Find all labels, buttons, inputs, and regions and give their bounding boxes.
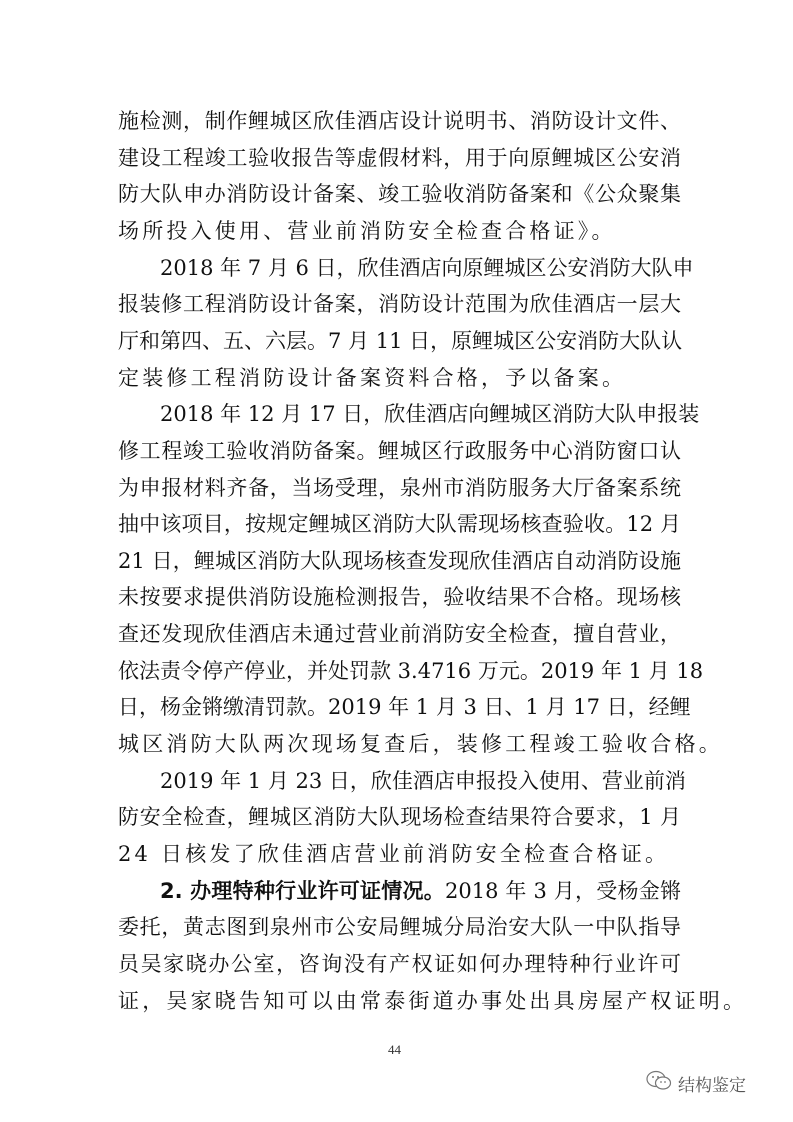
text-line: 2018 年 12 月 17 日，欣佳酒店向鲤城区消防大队申报装: [160, 402, 700, 427]
text-line: 施检测，制作鲤城区欣佳酒店设计说明书、消防设计文件、: [118, 109, 681, 133]
text-line: 依法责令停产停业，并处罚款 3.4716 万元。2019 年 1 月 18: [118, 658, 704, 683]
text-line: 防安全检查，鲤城区消防大队现场检查结果符合要求，1 月: [118, 805, 681, 830]
text-line: 日，杨金锵缴清罚款。2019 年 1 月 3 日、1 月 17 日，经鲤: [118, 695, 691, 720]
text-line: 厅和第四、五、六层。7 月 11 日，原鲤城区公安消防大队认: [118, 328, 683, 353]
text-line: 证，吴家晓告知可以由常泰街道办事处出具房屋产权证明。: [118, 988, 748, 1013]
text-line: 未按要求提供消防设施检测报告，验收结果不合格。现场核: [118, 585, 681, 610]
text-line: 员吴家晓办公室，咨询没有产权证如何办理特种行业许可: [118, 951, 681, 976]
text-line: 2019 年 1 月 23 日，欣佳酒店申报投入使用、营业前消: [160, 768, 686, 793]
section-heading: 2. 办理特种行业许可证情况。: [160, 878, 446, 903]
text-line: 定装修工程消防设计备案资料合格，予以备案。: [118, 365, 627, 390]
text-line: 城区消防大队两次现场复查后，装修工程竣工验收合格。: [118, 732, 723, 757]
wechat-icon: [646, 1070, 672, 1097]
text-line: 委托，黄志图到泉州市公安局鲤城分局治安大队一中队指导: [118, 915, 681, 940]
text-line: 抽中该项目，按规定鲤城区消防大队需现场核查验收。12 月: [118, 512, 681, 537]
watermark: [646, 1070, 746, 1097]
text-line: 场所投入使用、营业前消防安全检查合格证》。: [118, 218, 616, 243]
text-line: 查还发现欣佳酒店未通过营业前消防安全检查，擅自营业，: [118, 622, 681, 647]
watermark-text: 结构鉴定: [678, 1076, 746, 1096]
text-line: 2018 年 7 月 6 日，欣佳酒店向原鲤城区公安消防大队申: [160, 255, 694, 280]
line-text: 2018 年 3 月，受杨金锵: [445, 878, 681, 903]
text-line: 报装修工程消防设计备案，消防设计范围为欣佳酒店一层大: [118, 292, 681, 317]
text-line: 21 日，鲤城区消防大队现场核查发现欣佳酒店自动消防设施: [118, 548, 681, 573]
text-line: [160, 876, 681, 906]
text-line: 防大队申办消防设计备案、竣工验收消防备案和《公众聚集: [118, 182, 681, 207]
page-number: 44: [388, 1042, 401, 1057]
text-line: 24 日核发了欣佳酒店营业前消防安全检查合格证。: [118, 842, 670, 866]
text-line: 建设工程竣工验收报告等虚假材料，用于向原鲤城区公安消: [118, 145, 681, 170]
text-line: 为申报材料齐备，当场受理，泉州市消防服务大厅备案系统: [118, 475, 681, 500]
text-line: 修工程竣工验收消防备案。鲤城区行政服务中心消防窗口认: [118, 438, 681, 463]
